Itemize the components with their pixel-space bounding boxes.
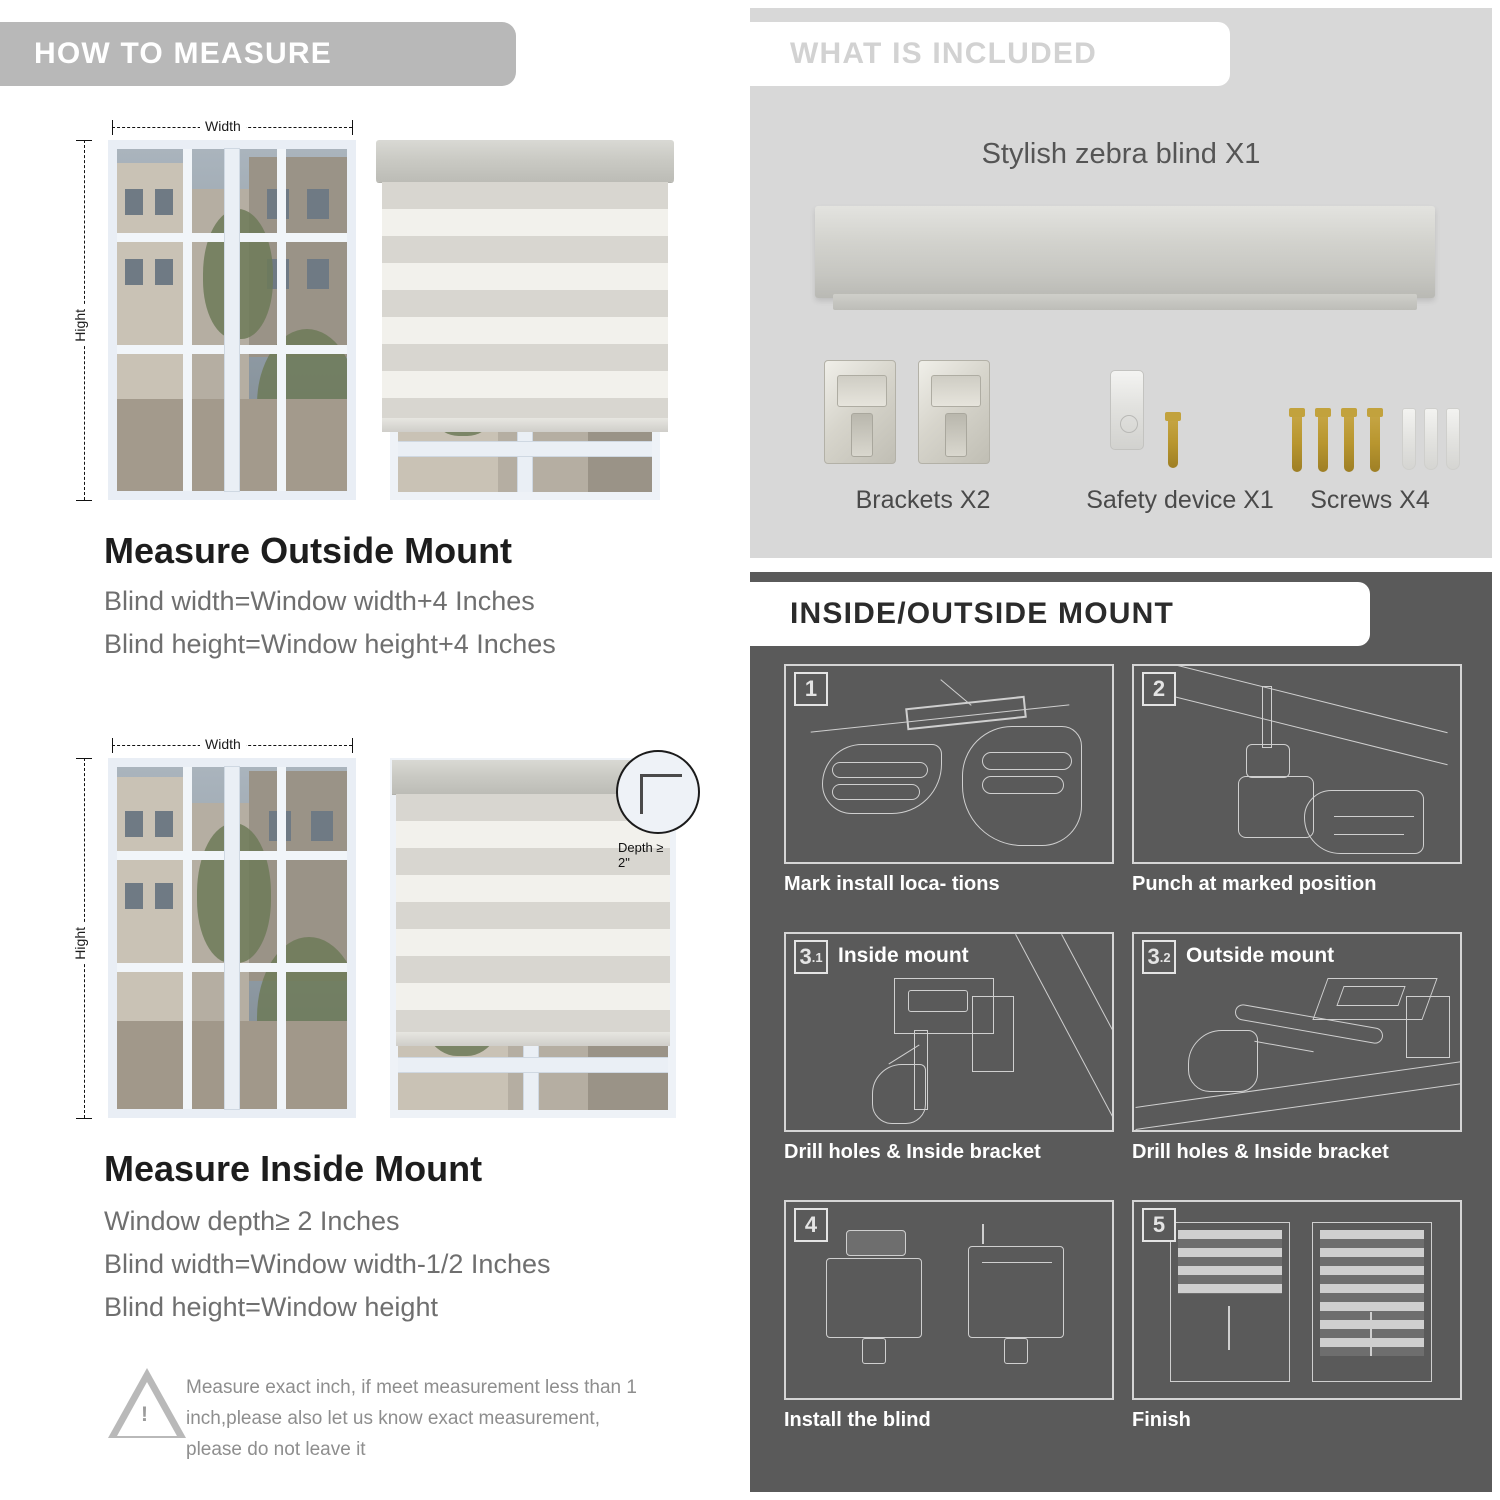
screw-icon-3 <box>1344 408 1354 472</box>
inside-mount-heading: Measure Inside Mount <box>104 1148 483 1189</box>
step-3-2-caption: Drill holes & Inside bracket <box>1132 1141 1389 1163</box>
inside-height-tick-top <box>76 758 92 759</box>
inside-width-tick-left <box>112 738 113 753</box>
zebra-blind-product-image <box>815 206 1435 298</box>
step-3-2-number-sub: .2 <box>1159 949 1171 965</box>
mount-step-4 <box>784 1200 1114 1432</box>
height-tick-bottom <box>76 500 92 501</box>
inside-mount-line-2: Blind width=Window width-1/2 Inches <box>104 1249 551 1279</box>
mount-step-2 <box>1132 664 1462 896</box>
outside-mount-illustration <box>60 110 680 510</box>
height-label: Hight <box>72 305 88 346</box>
step-4-sketch <box>786 1202 1112 1398</box>
inside-width-label: Width <box>200 736 246 752</box>
right-column <box>742 0 1500 1500</box>
step-2-caption: Punch at marked position <box>1132 873 1377 895</box>
step-4-number-text: 4 <box>804 1212 818 1237</box>
wall-anchor-icon-2 <box>1424 408 1438 470</box>
inside-mount-illustration <box>60 728 700 1128</box>
bracket-icon-1 <box>824 360 896 464</box>
inside-height-tick-bottom <box>76 1118 92 1119</box>
warning-exclamation: ! <box>141 1403 148 1426</box>
blind-on-window-inside <box>390 758 676 1118</box>
mount-step-3-2 <box>1132 932 1462 1164</box>
brackets-caption: Brackets X2 <box>855 486 991 514</box>
step-3-2-title: Outside mount <box>1186 944 1335 967</box>
inside-height-label: Hight <box>72 923 88 964</box>
depth-corner-mark <box>640 774 682 814</box>
depth-label: Depth ≥ 2" <box>618 840 664 870</box>
step-5-sketch <box>1134 1202 1460 1398</box>
step-5-caption: Finish <box>1132 1409 1191 1431</box>
inside-mount-line-3: Blind height=Window height <box>104 1292 438 1322</box>
step-1-number-text: 1 <box>804 676 818 701</box>
step-2-number-text: 2 <box>1152 676 1166 701</box>
step-4-number <box>794 1208 828 1242</box>
step-3-1-number-text: 3 <box>799 944 812 969</box>
window-graphic <box>108 140 356 500</box>
step-2-number <box>1142 672 1176 706</box>
inside-width-tick-right <box>352 738 353 753</box>
height-tick-top <box>76 140 92 141</box>
what-is-included-panel <box>750 8 1492 558</box>
mount-step-1 <box>784 664 1114 896</box>
how-to-measure-banner: HOW TO MEASURE <box>0 22 516 86</box>
outside-mount-heading: Measure Outside Mount <box>104 530 513 571</box>
step-2-illustration <box>1132 664 1462 864</box>
step-4-caption: Install the blind <box>784 1409 931 1431</box>
step-3-1-title: Inside mount <box>838 944 969 967</box>
inside-outside-mount-panel <box>750 572 1492 1492</box>
step-1-sketch <box>786 666 1112 862</box>
step-3-1-caption: Drill holes & Inside bracket <box>784 1141 1041 1163</box>
step-5-number-text: 5 <box>1152 1212 1166 1237</box>
blind-on-window-outside <box>376 126 676 500</box>
safety-device-part <box>1100 360 1260 470</box>
screw-icon-1 <box>1292 408 1302 472</box>
what-is-included-label: WHAT IS INCLUDED <box>750 22 1230 86</box>
blind-bottom-rail <box>382 418 668 432</box>
screw-icon-4 <box>1370 408 1380 472</box>
zebra-fabric <box>382 182 668 418</box>
step-3-2-number-text: 3 <box>1147 944 1160 969</box>
width-label: Width <box>200 118 246 134</box>
outside-mount-line-2: Blind height=Window height+4 Inches <box>104 629 556 659</box>
bracket-icon-2 <box>918 360 990 464</box>
inside-blind-bottom-rail <box>396 1032 670 1046</box>
inside-mount-line-1: Window depth≥ 2 Inches <box>104 1206 400 1236</box>
brackets-part <box>808 360 1038 470</box>
screws-part <box>1282 360 1472 470</box>
screw-icon-2 <box>1318 408 1328 472</box>
screws-caption: Screws X4 <box>1310 486 1430 514</box>
step-1-caption: Mark install loca- tions <box>784 873 1000 895</box>
wall-anchor-icon-1 <box>1402 408 1416 470</box>
safety-device-caption: Safety device X1 <box>1086 486 1274 514</box>
wall-anchor-icon-3 <box>1446 408 1460 470</box>
how-to-measure-column <box>0 0 742 1500</box>
step-3-1-number <box>794 940 828 974</box>
blind-headrail <box>376 140 674 182</box>
depth-callout-circle <box>616 750 700 834</box>
width-tick-left <box>112 120 113 135</box>
step-5-number <box>1142 1208 1176 1242</box>
inside-zebra-fabric <box>396 794 670 1032</box>
step-2-sketch <box>1134 666 1460 862</box>
safety-device-icon <box>1110 370 1144 450</box>
mount-step-3-1 <box>784 932 1114 1164</box>
safety-screw-icon <box>1168 412 1178 468</box>
warning-text: Measure exact inch, if meet measurement less than 1 inch,please also let us know exact measurement, please do not leave it <box>186 1377 637 1460</box>
outside-mount-line-1: Blind width=Window width+4 Inches <box>104 586 535 616</box>
included-product-title: Stylish zebra blind X1 <box>981 138 1261 170</box>
step-5-illustration <box>1132 1200 1462 1400</box>
step-3-2-number <box>1142 940 1176 974</box>
step-3-1-number-sub: .1 <box>811 949 823 965</box>
step-1-illustration <box>784 664 1114 864</box>
mount-step-5 <box>1132 1200 1462 1432</box>
inside-window-graphic <box>108 758 356 1118</box>
width-tick-right <box>352 120 353 135</box>
inside-outside-mount-label: INSIDE/OUTSIDE MOUNT <box>750 582 1370 646</box>
step-3-2-illustration <box>1132 932 1462 1132</box>
step-1-number <box>794 672 828 706</box>
step-4-illustration <box>784 1200 1114 1400</box>
step-3-1-illustration <box>784 932 1114 1132</box>
